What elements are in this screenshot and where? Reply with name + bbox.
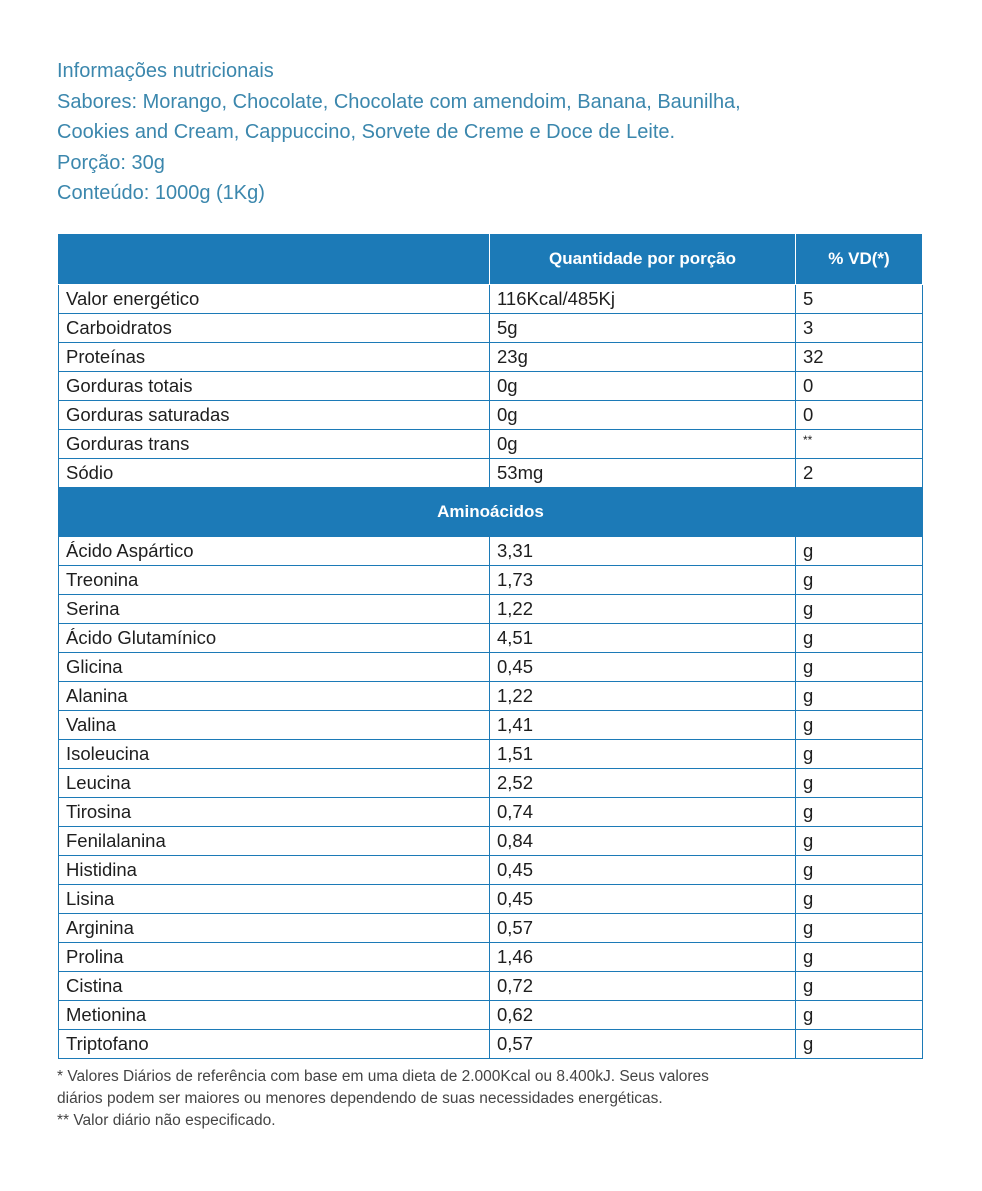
amino-acid-unit: g bbox=[796, 537, 923, 566]
amino-acid-unit: g bbox=[796, 740, 923, 769]
nutrient-name: Valor energético bbox=[59, 285, 490, 314]
table-row bbox=[59, 624, 923, 653]
amino-acid-unit: g bbox=[796, 972, 923, 1001]
portion-size: Porção: 30g bbox=[57, 151, 165, 174]
amino-acid-name: Treonina bbox=[59, 566, 490, 595]
amino-acid-unit: g bbox=[796, 769, 923, 798]
nutrient-daily-value: ** bbox=[796, 430, 923, 459]
amino-acid-unit: g bbox=[796, 914, 923, 943]
table-row bbox=[59, 914, 923, 943]
amino-acid-unit: g bbox=[796, 682, 923, 711]
table-row bbox=[59, 343, 923, 372]
nutrient-amount: 53mg bbox=[490, 459, 796, 488]
amino-acid-amount: 1,73 bbox=[490, 566, 796, 595]
amino-acid-name: Isoleucina bbox=[59, 740, 490, 769]
amino-acid-name: Triptofano bbox=[59, 1030, 490, 1059]
nutrient-amount: 0g bbox=[490, 430, 796, 459]
amino-acid-name: Ácido Glutamínico bbox=[59, 624, 490, 653]
table-row bbox=[59, 827, 923, 856]
amino-acid-name: Prolina bbox=[59, 943, 490, 972]
amino-acid-unit: g bbox=[796, 798, 923, 827]
amino-acid-name: Alanina bbox=[59, 682, 490, 711]
nutrient-daily-value: 0 bbox=[796, 372, 923, 401]
amino-acid-unit: g bbox=[796, 711, 923, 740]
amino-acid-amount: 0,57 bbox=[490, 914, 796, 943]
table-row bbox=[59, 1030, 923, 1059]
amino-acid-name: Glicina bbox=[59, 653, 490, 682]
nutrient-name: Gorduras saturadas bbox=[59, 401, 490, 430]
amino-acid-amount: 1,51 bbox=[490, 740, 796, 769]
nutrient-name: Gorduras trans bbox=[59, 430, 490, 459]
flavors-line-2: Cookies and Cream, Cappuccino, Sorvete de Creme e Doce de Leite. bbox=[57, 121, 676, 143]
nutrient-daily-value: 0 bbox=[796, 401, 923, 430]
table-header-row bbox=[59, 234, 923, 285]
nutrient-name: Gorduras totais bbox=[59, 372, 490, 401]
amino-acid-amount: 3,31 bbox=[490, 537, 796, 566]
nutrient-amount: 116Kcal/485Kj bbox=[490, 285, 796, 314]
amino-acid-name: Metionina bbox=[59, 1001, 490, 1030]
table-row bbox=[59, 285, 923, 314]
amino-acid-name: Arginina bbox=[59, 914, 490, 943]
footnote-not-specified: ** Valor diário não especificado. bbox=[57, 1112, 276, 1129]
header-nutrient-column bbox=[59, 234, 490, 285]
table-row bbox=[59, 856, 923, 885]
table-row bbox=[59, 537, 923, 566]
amino-acid-unit: g bbox=[796, 827, 923, 856]
table-row bbox=[59, 798, 923, 827]
amino-acid-amount: 0,45 bbox=[490, 856, 796, 885]
nutrient-daily-value: 2 bbox=[796, 459, 923, 488]
amino-acid-unit: g bbox=[796, 885, 923, 914]
amino-acid-name: Valina bbox=[59, 711, 490, 740]
nutrient-amount: 5g bbox=[490, 314, 796, 343]
package-content: Conteúdo: 1000g (1Kg) bbox=[57, 182, 265, 204]
amino-acid-amount: 4,51 bbox=[490, 624, 796, 653]
table-row bbox=[59, 943, 923, 972]
flavors-line-1: Sabores: Morango, Chocolate, Chocolate com amendoim, Banana, Baunilha, bbox=[57, 90, 741, 113]
amino-acid-rows bbox=[59, 537, 923, 1059]
amino-acid-amount: 0,84 bbox=[490, 827, 796, 856]
table-row bbox=[59, 711, 923, 740]
amino-acid-unit: g bbox=[796, 1030, 923, 1059]
table-row bbox=[59, 972, 923, 1001]
header-amount-per-portion: Quantidade por porção bbox=[490, 234, 796, 285]
amino-acid-unit: g bbox=[796, 653, 923, 682]
amino-acids-header-row bbox=[59, 488, 923, 537]
nutrient-daily-value: 3 bbox=[796, 314, 923, 343]
table-row bbox=[59, 682, 923, 711]
table-row bbox=[59, 1001, 923, 1030]
nutrient-amount: 23g bbox=[490, 343, 796, 372]
nutrient-amount: 0g bbox=[490, 401, 796, 430]
nutrient-daily-value: 32 bbox=[796, 343, 923, 372]
amino-acid-amount: 2,52 bbox=[490, 769, 796, 798]
amino-acid-amount: 0,62 bbox=[490, 1001, 796, 1030]
amino-acid-unit: g bbox=[796, 1001, 923, 1030]
table-row bbox=[59, 430, 923, 459]
amino-acid-unit: g bbox=[796, 566, 923, 595]
nutrient-amount: 0g bbox=[490, 372, 796, 401]
footnotes bbox=[57, 1066, 709, 1132]
table-row bbox=[59, 401, 923, 430]
amino-acid-name: Ácido Aspártico bbox=[59, 537, 490, 566]
amino-acid-unit: g bbox=[796, 624, 923, 653]
table-row bbox=[59, 566, 923, 595]
header-daily-value: % VD(*) bbox=[796, 234, 923, 285]
amino-acid-amount: 0,72 bbox=[490, 972, 796, 1001]
table-row bbox=[59, 769, 923, 798]
nutrient-name: Proteínas bbox=[59, 343, 490, 372]
intro-block bbox=[57, 56, 741, 209]
amino-acid-amount: 0,57 bbox=[490, 1030, 796, 1059]
table-row bbox=[59, 314, 923, 343]
amino-acid-amount: 0,45 bbox=[490, 885, 796, 914]
amino-acid-name: Tirosina bbox=[59, 798, 490, 827]
amino-acid-amount: 1,41 bbox=[490, 711, 796, 740]
nutrient-name: Sódio bbox=[59, 459, 490, 488]
footnote-daily-values-cont: diários podem ser maiores ou menores dependendo de suas necessidades energéticas. bbox=[57, 1090, 663, 1107]
table-row bbox=[59, 740, 923, 769]
table-row bbox=[59, 595, 923, 624]
amino-acid-amount: 0,45 bbox=[490, 653, 796, 682]
amino-acid-name: Cistina bbox=[59, 972, 490, 1001]
nutrient-name: Carboidratos bbox=[59, 314, 490, 343]
nutrient-daily-value: 5 bbox=[796, 285, 923, 314]
amino-acids-header: Aminoácidos bbox=[59, 488, 923, 537]
nutrient-rows bbox=[59, 285, 923, 488]
amino-acid-unit: g bbox=[796, 595, 923, 624]
amino-acid-amount: 1,22 bbox=[490, 682, 796, 711]
amino-acid-name: Histidina bbox=[59, 856, 490, 885]
page-title: Informações nutricionais bbox=[57, 60, 274, 82]
amino-acid-name: Serina bbox=[59, 595, 490, 624]
table-row bbox=[59, 372, 923, 401]
table-row bbox=[59, 459, 923, 488]
footnote-daily-values: * Valores Diários de referência com base em uma dieta de 2.000Kcal ou 8.400kJ. Seus valores bbox=[57, 1068, 709, 1085]
amino-acid-name: Leucina bbox=[59, 769, 490, 798]
amino-acid-name: Lisina bbox=[59, 885, 490, 914]
amino-acid-amount: 1,46 bbox=[490, 943, 796, 972]
table-row bbox=[59, 653, 923, 682]
table-row bbox=[59, 885, 923, 914]
amino-acid-amount: 0,74 bbox=[490, 798, 796, 827]
nutrition-table bbox=[58, 233, 923, 1059]
amino-acid-unit: g bbox=[796, 856, 923, 885]
amino-acid-amount: 1,22 bbox=[490, 595, 796, 624]
amino-acid-unit: g bbox=[796, 943, 923, 972]
amino-acid-name: Fenilalanina bbox=[59, 827, 490, 856]
